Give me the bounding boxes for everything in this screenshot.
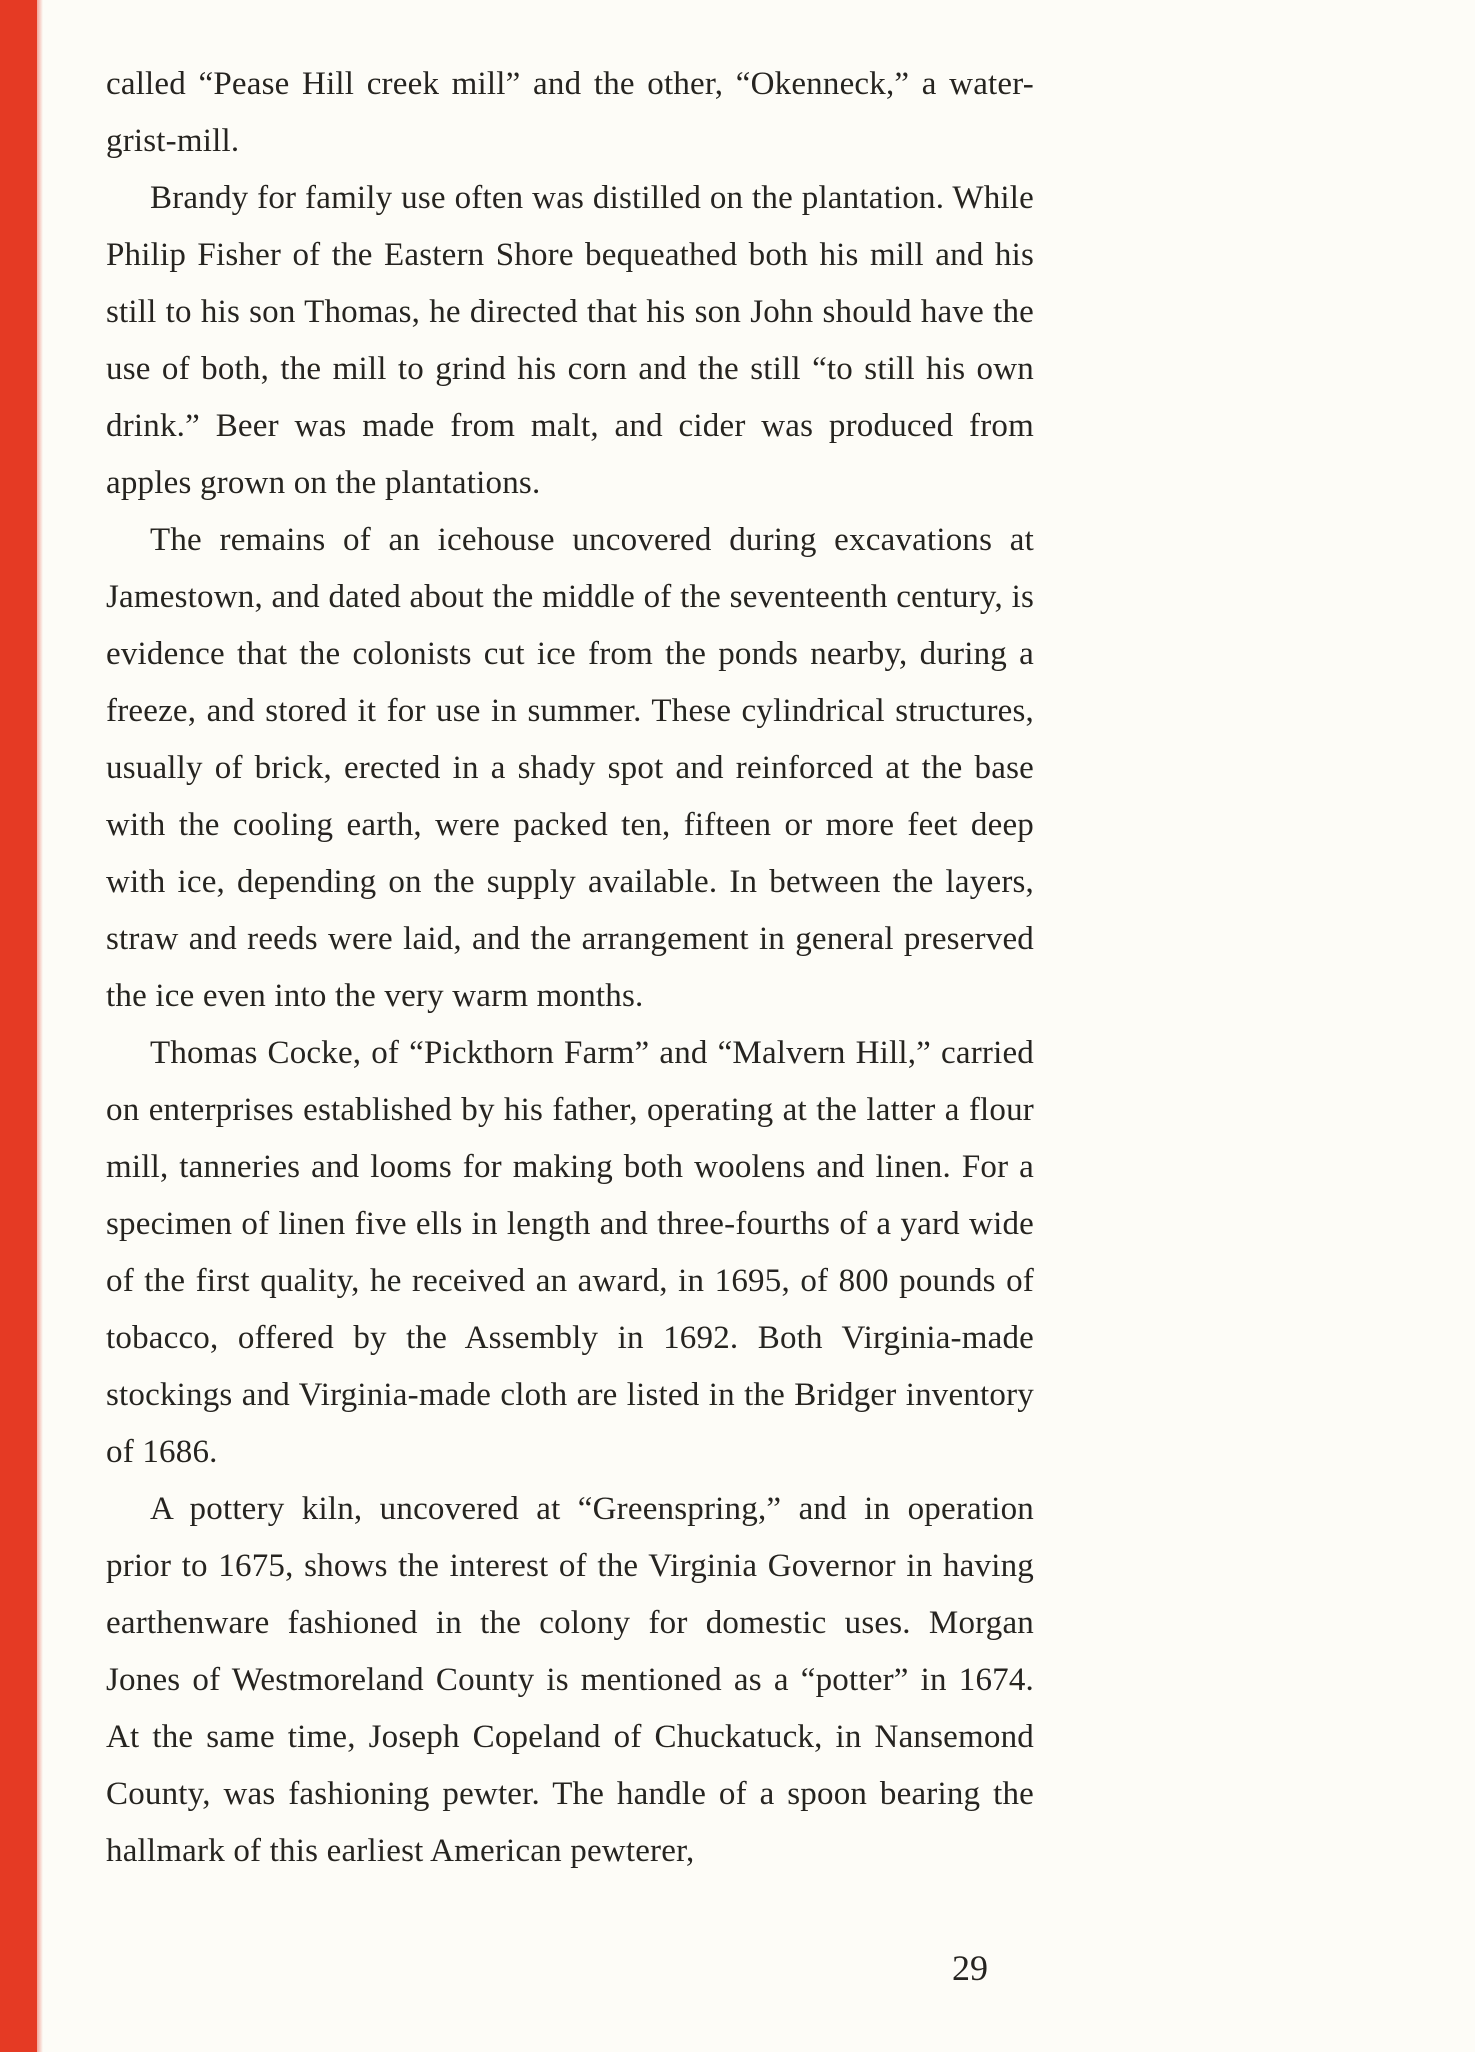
paragraph-pottery-kiln: A pottery kiln, uncovered at “Greenspring,” and in operation prior to 1675, shows the interest of the Virginia Governor in having earthenware fashioned in the colony for domestic uses. Morgan Jones of Westmoreland County is mentioned as a “potter” in 1674. At the same time, Joseph Copeland of Chuckatuck, in Nansemond County, was fashioning pewter. The handle of a spoon bearing the hallmark of this earliest American pewterer, bbox=[106, 1491, 1034, 1869]
paragraph-icehouse: The remains of an icehouse uncovered during excavations at Jamestown, and dated about the middle of the seventeenth century, is evidence that the colonists cut ice from the ponds nearby, during a freeze, and stored it for use in summer. These cylindrical structures, usually of brick, erected in a shady spot and reinforced at the base with the cooling earth, were packed ten, fifteen or more feet deep with ice, depending on the supply available. In between the layers, straw and reeds were laid, and the arrangement in general preserved the ice even into the very warm months. bbox=[106, 522, 1034, 1014]
paragraph-brandy: Brandy for family use often was distilled on the plantation. While Philip Fisher of the Eastern Shore bequeathed both his mill and his still to his son Thomas, he directed that his son John should have the use of both, the mill to grind his corn and the still “to still his own drink.” Beer was made from malt, and cider was produced from apples grown on the plantations. bbox=[106, 180, 1034, 501]
book-spine-edge bbox=[0, 0, 37, 2052]
paragraph-thomas-cocke: Thomas Cocke, of “Pickthorn Farm” and “Malvern Hill,” carried on enterprises established by his father, operating at the latter a flour mill, tanneries and looms for making both woolens and linen. For a specimen of linen five ells in length and three-fourths of a yard wide of the first quality, he received an award, in 1695, of 800 pounds of tobacco, offered by the Assembly in 1692. Both Virginia-made stockings and Virginia-made cloth are listed in the Bridger inventory of 1686. bbox=[106, 1035, 1034, 1470]
paragraph-continuation: called “Pease Hill creek mill” and the other, “Okenneck,” a water-grist-mill. bbox=[106, 66, 1034, 159]
page-number: 29 bbox=[952, 1948, 988, 1988]
page-text bbox=[106, 56, 1034, 1880]
